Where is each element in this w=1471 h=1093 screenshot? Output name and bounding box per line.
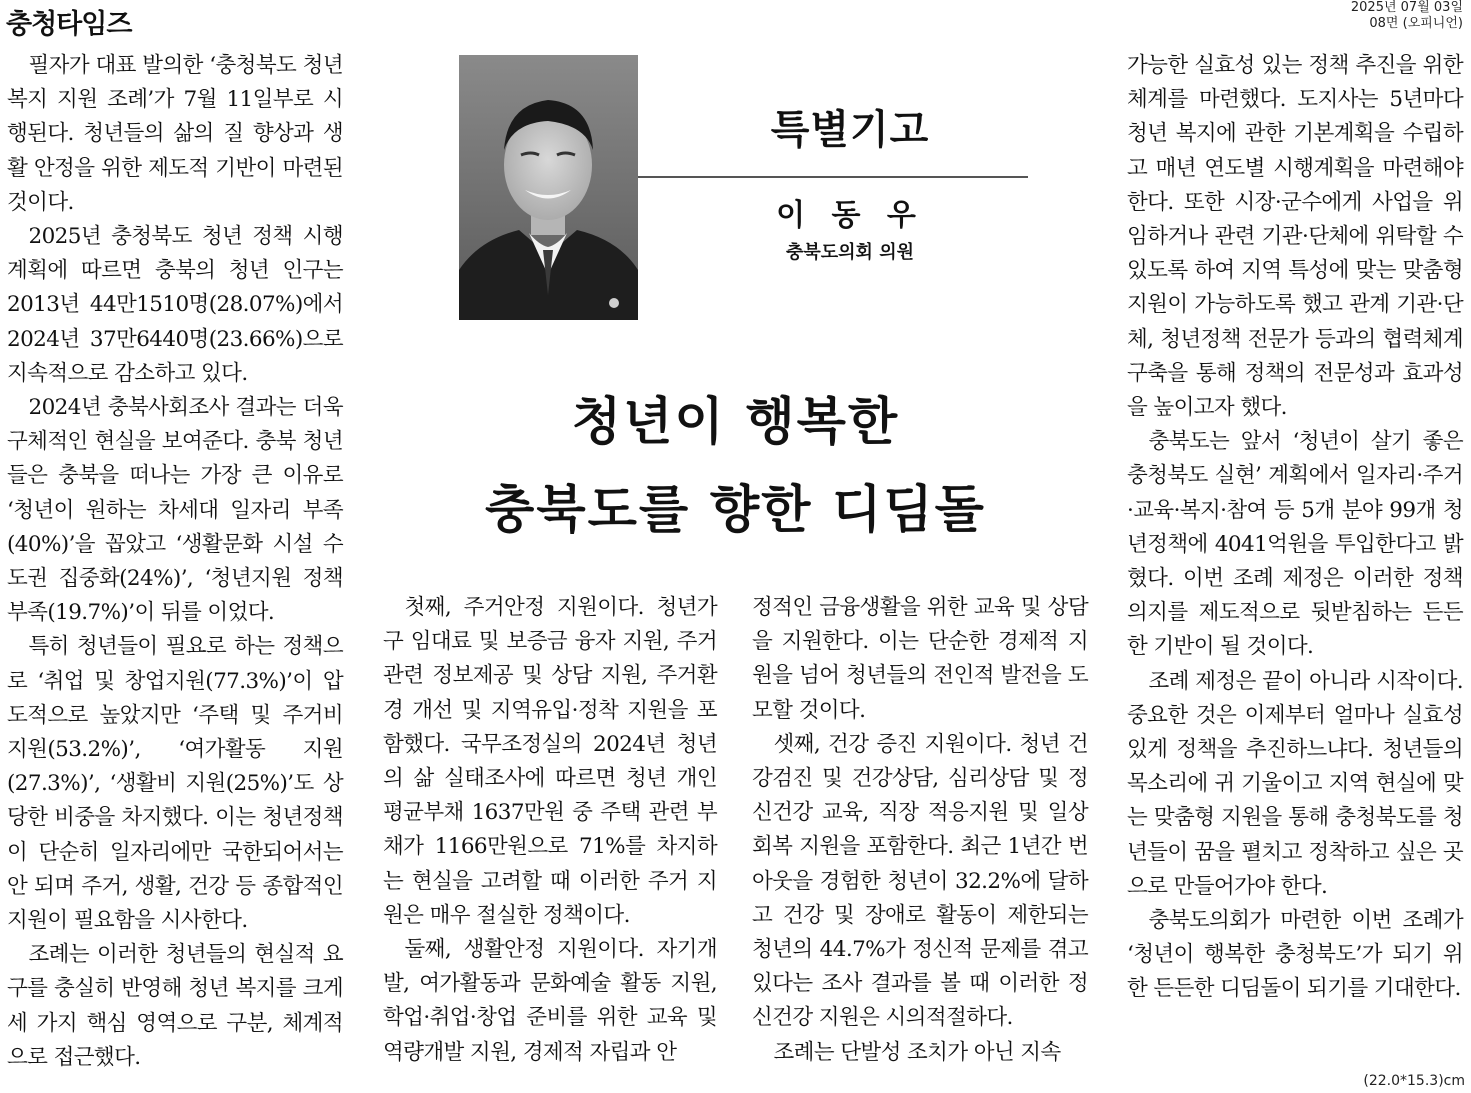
paragraph: 둘째, 생활안정 지원이다. 자기개발, 여가활동과 문화예술 활동 지원, 학업·취업·창업 준비를 위한 교육 및 역량개발 지원, 경제적 자립과 안 [383,937,717,1065]
author-portrait-photo [459,55,638,320]
headline-line-2: 충북도를 향한 디딤돌 [485,480,986,540]
paragraph: 정적인 금융생활을 위한 교육 및 상담을 지원한다. 이는 단순한 경제적 지원을 넘어 청년들의 전인적 발전을 도모할 것이다. [752,595,1088,723]
paragraph: 첫째, 주거안정 지원이다. 청년가구 임대료 및 보증금 융자 지원, 주거 관련 정보제공 및 상담 지원, 주거환경 개선 및 지역유입·정착 지원을 포함했다. 국무조정실의 2024년 청년의 삶 실태조사에 따르면 청년 개인 평균부채 1637만원 중 주택 관련 부채가 1166만원으로 71%를 차지하는 현실을 고려할 때 이러한 주거 지원은 매우 절실한 정책이다. [383,595,717,928]
portrait-icon [459,55,638,320]
paragraph: 특히 청년들이 필요로 하는 정책으로 ‘취업 및 창업지원(77.3%)’이 압도적으로 높았지만 ‘주택 및 주거비 지원(53.2%)’, ‘여가활동 지원(27.3%)’, ‘생활비 지원(25%)’도 상당한 비중을 차지했다. 이는 청년정책이 단순히 일자리에만 국한되어서는 안 되며 주거, 생활, 건강 등 종합적인 지원이 필요함을 시사한다. [7,634,343,934]
paragraph: 2025년 충청북도 청년 정책 시행계획에 따르면 충북의 청년 인구는 2013년 44만1510명(28.07%)에서 2024년 37만6440명(23.66%)으로 지속적으로 감소하고 있다. [7,224,343,386]
dateline [1351,0,1463,32]
paragraph: 조례 제정은 끝이 아니라 시작이다. 중요한 것은 이제부터 얼마나 실효성 있게 정책을 추진하느냐다. 청년들의 목소리에 귀 기울이고 지역 현실에 맞는 맞춤형 지원을 통해 충청북도를 청년들이 꿈을 펼치고 정착하고 싶은 곳으로 만들어가야 한다. [1127,668,1463,899]
section-kicker: 특별기고 [770,107,930,153]
author-name: 이 동 우 [776,198,924,233]
clipping-size-note: (22.0*15.3)cm [1363,1073,1465,1089]
paragraph: 충북도는 앞서 ‘청년이 살기 좋은 충청북도 실현’ 계획에서 일자리·주거·교육·복지·참여 등 5개 분야 99개 청년정책에 4041억원을 투입한다고 밝혔다. 이번 조례 제정은 이러한 정책 의지를 제도적으로 뒷받침하는 든든한 기반이 될 것이다. [1127,429,1463,660]
paragraph: 필자가 대표 발의한 ‘충청북도 청년 복지 지원 조례’가 7월 11일부로 시행된다. 청년들의 삶의 질 향상과 생활 안정을 위한 제도적 기반이 마련된 것이다. [7,53,343,215]
paragraph: 조례는 이러한 청년들의 현실적 요구를 충실히 반영해 청년 복지를 크게 세 가지 핵심 영역으로 구분, 체계적으로 접근했다. [7,942,343,1070]
paragraph: 2024년 충북사회조사 결과는 더욱 구체적인 현실을 보여준다. 충북 청년들은 충북을 떠나는 가장 큰 이유로 ‘청년이 원하는 차세대 일자리 부족(40%)’을 꼽았고 ‘생활문화 시설 수도권 집중화(24%)’, ‘청년지원 정책 부족(19.7%)’이 뒤를 이었다. [7,395,343,626]
article-column-4 [1127,49,1463,1007]
article-column-2 [383,591,717,1070]
article-column-1 [7,49,343,1075]
paragraph: 조례는 단발성 조치가 아닌 지속 [773,1039,1061,1065]
author-title: 충북도의회 의원 [786,242,914,263]
paragraph: 셋째, 건강 증진 지원이다. 청년 건강검진 및 건강상담, 심리상담 및 정신건강 교육, 직장 적응지원 및 일상회복 지원을 포함한다. 최근 1년간 번아웃을 경험한 청년이 32.2%에 달하고 건강 및 장애로 활동이 제한되는 청년의 44.7%가 정신적 문제를 겪고 있다는 조사 결과를 볼 때 이러한 정신건강 지원은 시의적절하다. [752,731,1088,1031]
kicker-divider [638,176,1028,178]
paragraph: 가능한 실효성 있는 정책 추진을 위한 체계를 마련했다. 도지사는 5년마다 청년 복지에 관한 기본계획을 수립하고 매년 연도별 시행계획을 마련해야 한다. 또한 시장·군수에게 사업을 위임하거나 관련 기관·단체에 위탁할 수 있도록 하여 지역 특성에 맞는 맞춤형 지원이 가능하도록 했고 관계 기관·단체, 청년정책 전문가 등과의 협력체계 구축을 통해 정책의 전문성과 효과성을 높이고자 했다. [1127,53,1463,421]
article-column-3 [752,591,1088,1070]
publish-date: 2025년 07월 03일 [1350,0,1463,15]
page-section: 08면 (오피니언) [1369,16,1463,31]
paragraph: 충북도의회가 마련한 이번 조례가 ‘청년이 행복한 충청북도’가 되기 위한 든든한 디딤돌이 되기를 기대한다. [1127,908,1463,1002]
masthead: 충청타임즈 [6,9,132,40]
article-headline [383,378,1088,554]
headline-line-1: 청년이 행복한 [571,392,900,452]
